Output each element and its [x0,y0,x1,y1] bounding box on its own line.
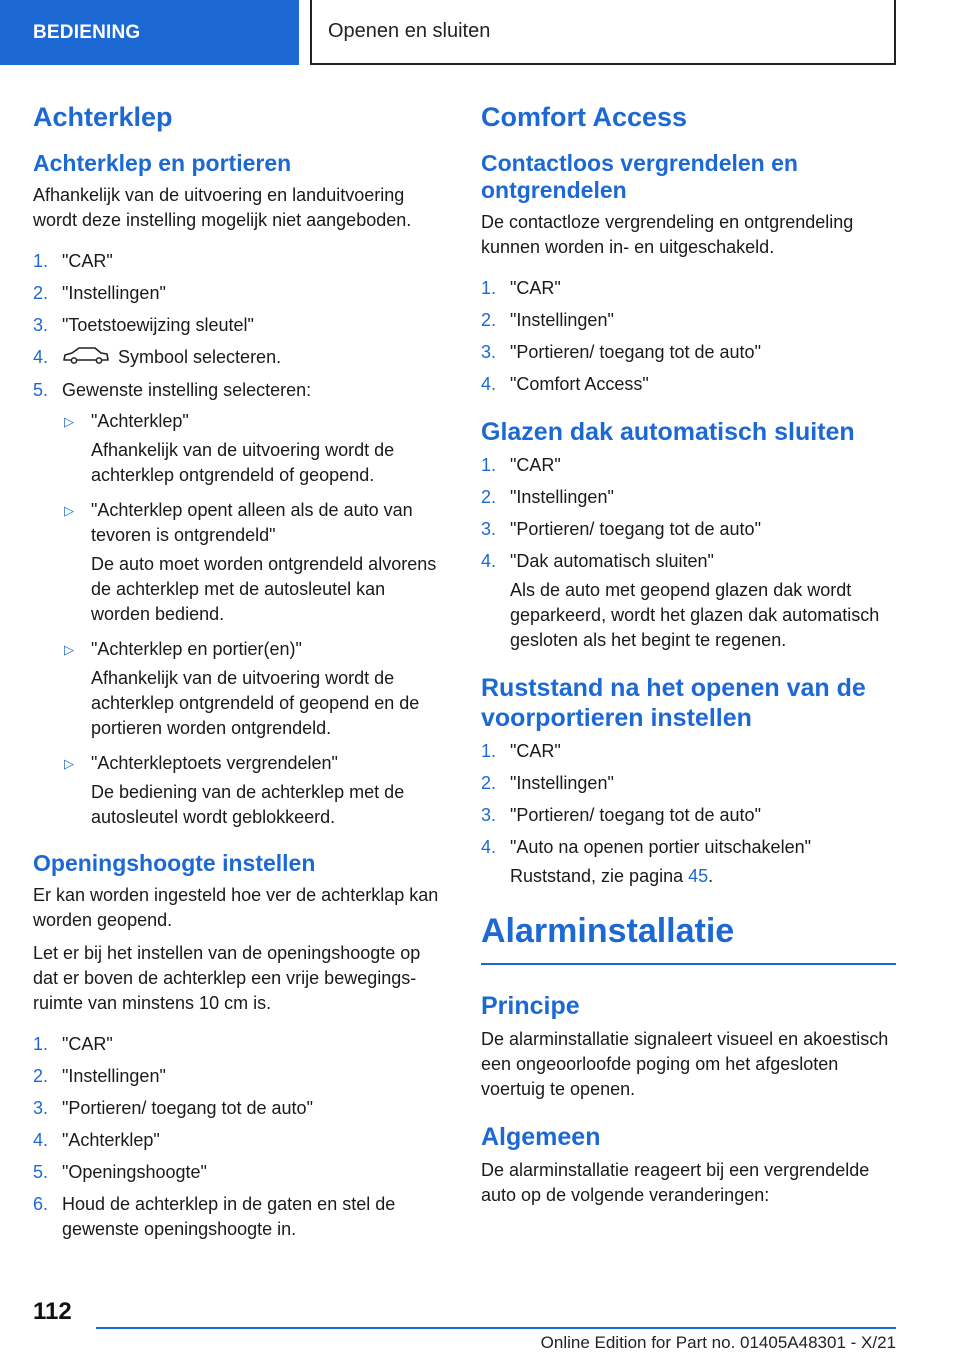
option-item: ▷ "Achterkleptoets vergrendelen" De bediening van de achterklep met de autosleutel wordt geblokkeerd. [64,752,405,827]
steps-list [481,453,896,653]
step: 3. "Toetstoewijzing sleutel" [33,313,448,338]
step-number: 1. [33,251,49,271]
step: 1. "CAR" [481,453,896,478]
step-number: 5. [33,1161,49,1182]
step: 5. Gewenste instelling selecteren: ▷ "Achterklep" Afhankelijk van de uitvoering wordt de achterklep ontgrendeld of geopend. ▷ "Achterklep opent alleen als de auto van tevoren is ontgrendeld" De auto moet worden ontgrendeld alvorens de achterklep met de autosleutel kan worden bediend. ▷ "Achterklep en portier(en)" Afhankelijk van de uitvoering wordt de achterklep ontgrendeld of geopend en de portieren worden ontgrendeld. ▷ "Achterkleptoets vergrendelen" De bediening van de achterklep met de autosleutel wordt geblokkeerd. [33,378,448,830]
step-number: 4. [33,1129,49,1150]
chapter-title: Openen en sluiten [310,0,896,65]
step-number: 1. [33,1033,49,1054]
step-number: 3. [481,519,497,539]
right-column [481,100,896,1216]
step-number: 3. [33,315,49,335]
step: 1. "CAR" [481,276,896,301]
section-title-achterklep: Achterklep [33,102,173,132]
contactloos-intro: De contactloze vergrendeling en ontgrendeling kunnen worden in- en uitgeschakeld. [481,212,854,257]
step: 4. Symbool selecteren. [33,345,448,371]
step-number: 3. [481,805,497,825]
step-number: 6. [33,1193,49,1214]
step: 2. "Instellingen" [481,308,896,333]
step-number: 2. [33,283,49,303]
step: 6. Houd de achterklep in de gaten en stel de gewenste openingshoogte in. [33,1193,396,1239]
principe-text: De alarminstallatie signaleert visueel en akoestisch een ongeoorloofde poging om het afgesloten voertuig te openen. [481,1029,889,1099]
heading-openingshoogte: Openingshoogte instellen [33,849,316,876]
step: 3. "Portieren/ toegang tot de auto" [481,340,896,365]
step-number: 4. [481,837,497,857]
step: 4. "Comfort Access" [481,372,896,397]
page-number: 112 [33,1298,72,1325]
steps-list [481,739,896,889]
heading-principe: Principe [481,992,580,1020]
algemeen-text: De alarminstallatie reageert bij een vergrendelde auto op de volgende veranderingen: [481,1160,870,1205]
section-title-alarm: Alarminstallatie [481,912,735,950]
step: 1. "CAR" [33,249,448,274]
car-trunk-icon [62,346,110,371]
steps-list [481,276,896,397]
step: 4. "Auto na openen portier uitschakelen" Ruststand, zie pagina 45. [481,837,811,886]
openingshoogte-text-1: Er kan worden ingesteld hoe ver de achterklap kan worden geopend. [33,884,439,930]
step: 5. "Openingshoogte" [33,1160,448,1185]
triangle-bullet-icon: ▷ [64,413,74,429]
heading-algemeen: Algemeen [481,1123,601,1151]
footer-divider [96,1327,896,1329]
triangle-bullet-icon: ▷ [64,502,74,518]
step: 1. "CAR" [481,739,896,764]
section-title-comfort-access: Comfort Access [481,102,688,132]
step-number: 5. [33,379,49,400]
divider [481,963,896,965]
step: 2. "Instellingen" [481,771,896,796]
heading-achterklep-portieren: Achterklep en portieren [33,150,292,176]
step-number: 2. [481,310,497,330]
step-number: 1. [481,278,497,298]
step-number: 3. [481,342,497,362]
step-number: 2. [481,773,497,793]
option-item: ▷ "Achterklep en portier(en)" Afhankelijk van de uitvoering wordt de achterklep ontgrendeld of geopend en de portieren worden ontgrendeld. [64,638,420,738]
step: 2. "Instellingen" [33,1064,448,1089]
section-tab: BEDIENING [0,0,299,65]
heading-glazen-dak: Glazen dak automatisch sluiten [481,418,855,446]
step: 1. "CAR" [33,1032,448,1057]
step: 3. "Portieren/ toegang tot de auto" [481,803,896,828]
left-column [33,100,448,1262]
heading-contactloos: Contactloos vergrendelen en ontgrendelen [481,150,798,203]
triangle-bullet-icon: ▷ [64,755,74,771]
step: 4. "Achterklep" [33,1128,448,1153]
heading-ruststand: Ruststand na het openen van de voorportieren instellen [481,674,866,732]
step: 3. "Portieren/ toegang tot de auto" [33,1096,448,1121]
step-number: 3. [33,1097,49,1118]
step: 2. "Instellingen" [33,281,448,306]
step: 3. "Portieren/ toegang tot de auto" [481,517,896,542]
step-number: 1. [481,455,497,475]
steps-list [33,249,448,830]
step-number: 4. [481,374,497,394]
triangle-bullet-icon: ▷ [64,641,74,657]
step-number: 1. [481,741,497,761]
footer-edition: Online Edition for Part no. 01405A48301 - X/21 [540,1333,896,1352]
openingshoogte-text-2: Let er bij het instellen van de openingshoogte op dat er boven de achterklep een vrije bewegingsruimte van minstens 10 cm is. [33,942,421,1013]
intro-text: Afhankelijk van de uitvoering en landuitvoering wordt deze instelling mogelijk niet aangeboden. [33,185,412,230]
options-list [62,409,448,830]
option-item: ▷ "Achterklep" Afhankelijk van de uitvoering wordt de achterklep ontgrendeld of geopend. [64,410,395,485]
step: 2. "Instellingen" [481,485,896,510]
page-link[interactable]: 45 [688,866,709,886]
step-number: 2. [481,487,497,507]
option-item: ▷ "Achterklep opent alleen als de auto van tevoren is ontgrendeld" De auto moet worden ontgrendeld alvorens de achterklep met de autosleutel kan worden bediend. [64,499,437,624]
step-number: 4. [481,551,497,571]
steps-list [33,1032,448,1242]
step-number: 2. [33,1065,49,1086]
step: 4. "Dak automatisch sluiten" Als de auto met geopend glazen dak wordt geparkeerd, wordt het glazen dak automatisch gesloten als het begint te regenen. [481,551,880,650]
step-number: 4. [33,347,49,367]
